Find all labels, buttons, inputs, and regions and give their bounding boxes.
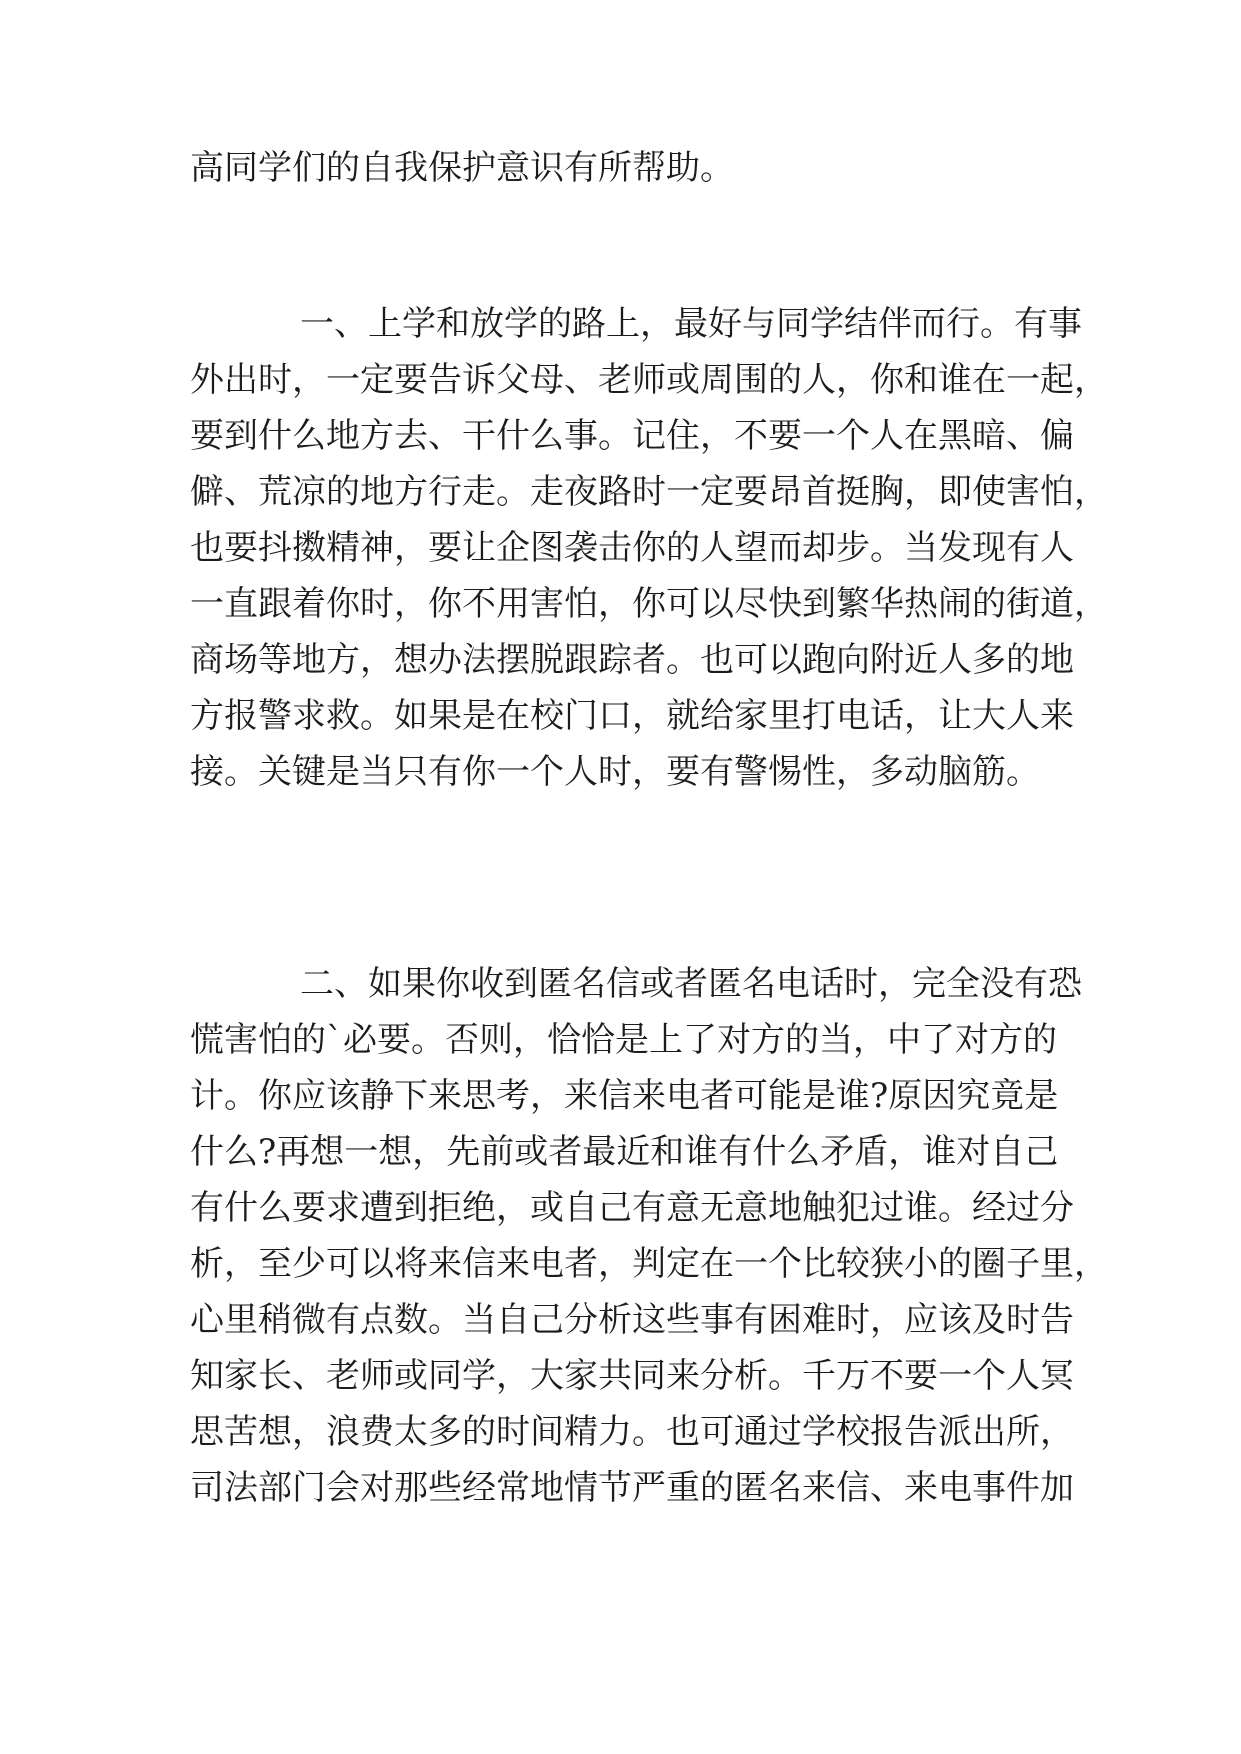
paragraph-line: 接。关键是当只有你一个人时，要有警惕性，多动脑筋。 <box>190 752 1040 792</box>
paragraph-line: 司法部门会对那些经常地情节严重的匿名来信、来电事件加 <box>190 1468 1074 1508</box>
paragraph-line: 一、上学和放学的路上，最好与同学结伴而行。有事 <box>300 304 1082 344</box>
paragraph-line: 析，至少可以将来信来电者，判定在一个比较狭小的圈子里， <box>190 1244 1108 1284</box>
paragraph-line: 也要抖擞精神，要让企图袭击你的人望而却步。当发现有人 <box>190 528 1074 568</box>
paragraph-line: 有什么要求遭到拒绝，或自己有意无意地触犯过谁。经过分 <box>190 1188 1074 1228</box>
paragraph-line: 什么?再想一想，先前或者最近和谁有什么矛盾，谁对自己 <box>190 1132 1059 1172</box>
paragraph-line: 二、如果你收到匿名信或者匿名电话时，完全没有恐 <box>300 964 1082 1004</box>
paragraph-line: 僻、荒凉的地方行走。走夜路时一定要昂首挺胸，即使害怕， <box>190 472 1108 512</box>
paragraph-line: 方报警求救。如果是在校门口，就给家里打电话，让大人来 <box>190 696 1074 736</box>
paragraph-line: 心里稍微有点数。当自己分析这些事有困难时，应该及时告 <box>190 1300 1074 1340</box>
continuation-line: 高同学们的自我保护意识有所帮助。 <box>190 148 734 188</box>
paragraph-line: 商场等地方，想办法摆脱跟踪者。也可以跑向附近人多的地 <box>190 640 1074 680</box>
paragraph-line: 外出时，一定要告诉父母、老师或周围的人，你和谁在一起， <box>190 360 1108 400</box>
paragraph-line: 慌害怕的`必要。否则，恰恰是上了对方的当，中了对方的 <box>190 1020 1057 1060</box>
paragraph-line: 思苦想，浪费太多的时间精力。也可通过学校报告派出所， <box>190 1412 1074 1452</box>
paragraph-line: 一直跟着你时，你不用害怕，你可以尽快到繁华热闹的街道， <box>190 584 1108 624</box>
paragraph-line: 知家长、老师或同学，大家共同来分析。千万不要一个人冥 <box>190 1356 1074 1396</box>
paragraph-line: 计。你应该静下来思考，来信来电者可能是谁?原因究竟是 <box>190 1076 1059 1116</box>
paragraph-line: 要到什么地方去、干什么事。记住，不要一个人在黑暗、偏 <box>190 416 1074 456</box>
